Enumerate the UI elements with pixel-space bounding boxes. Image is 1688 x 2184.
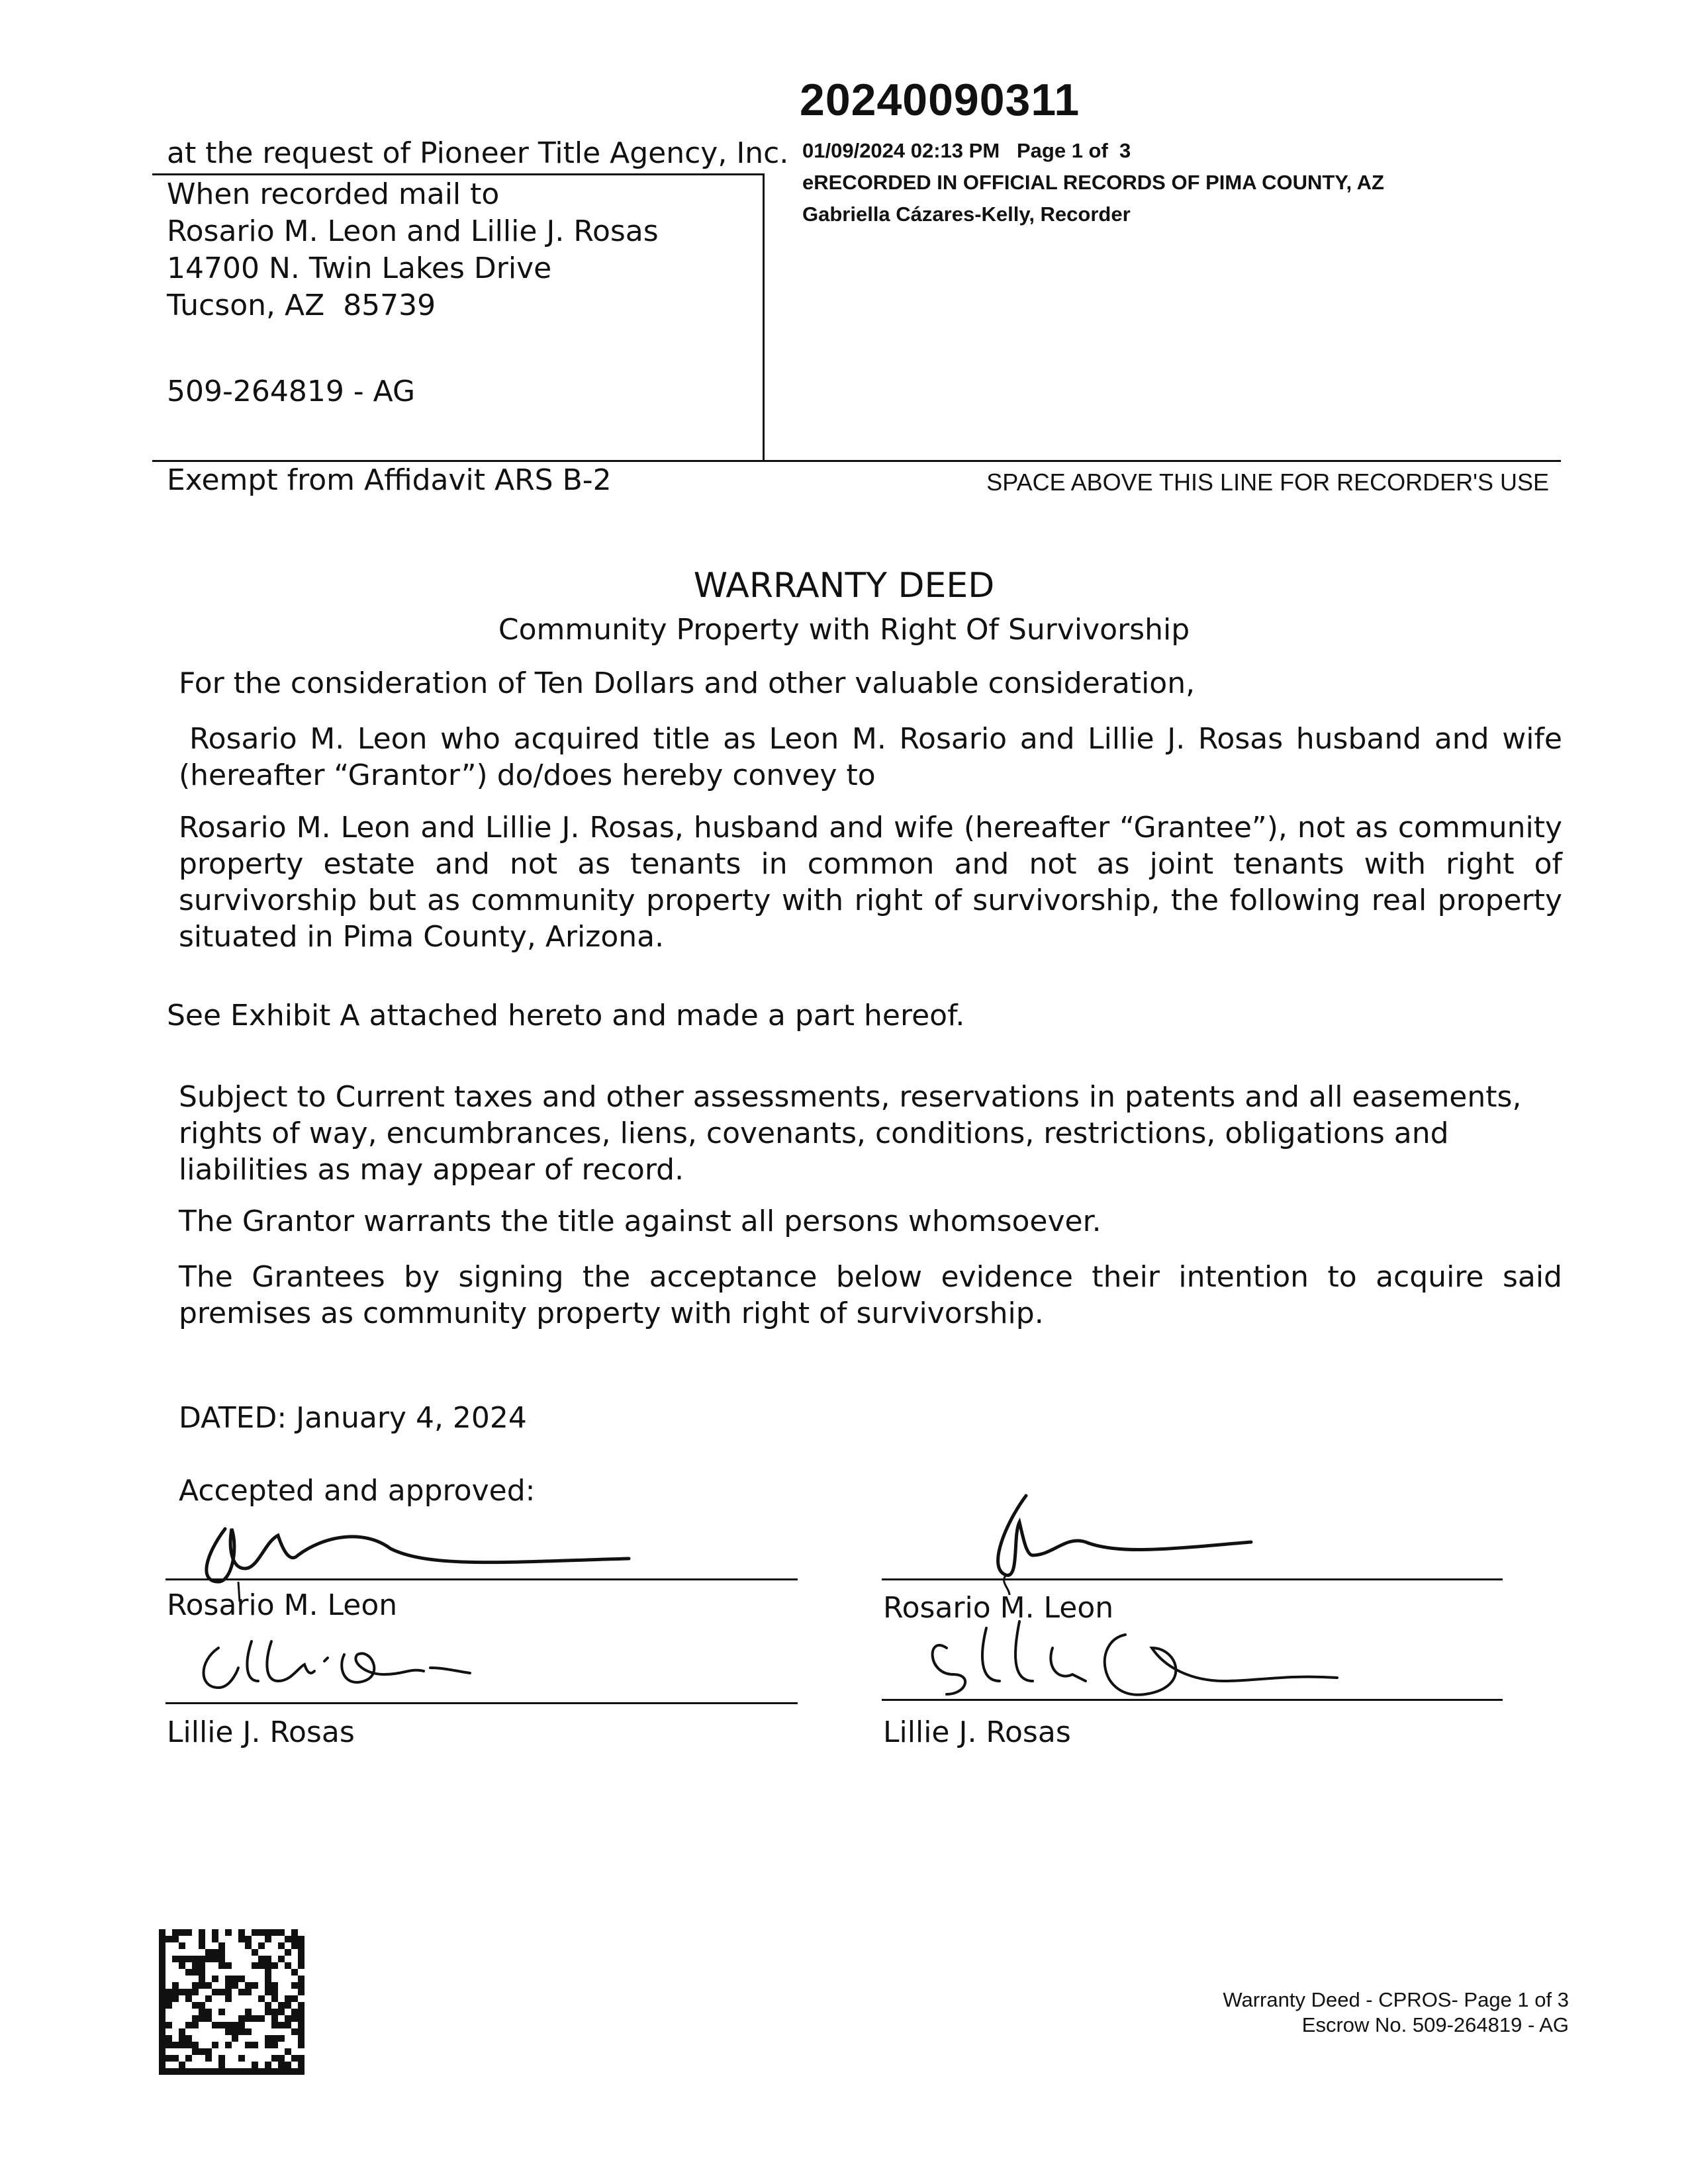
- barcode-module: [285, 2002, 291, 2009]
- barcode-module: [298, 1962, 305, 1969]
- barcode-module: [245, 2028, 252, 2035]
- barcode-module: [225, 1929, 232, 1936]
- barcode-module: [159, 1929, 165, 1936]
- barcode-module: [185, 2022, 192, 2028]
- barcode-module: [192, 2068, 199, 2075]
- barcode-module: [265, 1969, 271, 1976]
- barcode-module: [265, 2068, 271, 2075]
- barcode-module: [285, 2062, 291, 2068]
- barcode-module: [245, 2009, 252, 2015]
- consideration-paragraph: For the consideration of Ten Dollars and other valuable consideration,: [179, 666, 1196, 700]
- barcode-module: [179, 1989, 185, 1995]
- signature-rosario-right: [960, 1482, 1291, 1602]
- signature-line: [165, 1702, 798, 1704]
- barcode-module: [205, 2009, 212, 2015]
- footer-document-label: Warranty Deed - CPROS- Page 1 of 3: [1223, 1988, 1569, 2011]
- barcode-module: [159, 1942, 165, 1949]
- barcode-module: [271, 1929, 278, 1936]
- barcode-module: [199, 1969, 205, 1976]
- barcode-module: [212, 1929, 218, 1936]
- accepted-label: Accepted and approved:: [179, 1474, 536, 1508]
- barcode-module: [225, 1976, 232, 1982]
- barcode-module: [199, 2048, 205, 2055]
- mail-to-line: 14700 N. Twin Lakes Drive: [167, 251, 552, 285]
- barcode-module: [278, 2009, 285, 2015]
- barcode-module: [238, 1976, 245, 1982]
- barcode-module: [165, 1995, 172, 2002]
- barcode-module: [285, 2015, 291, 2022]
- barcode-module: [291, 1942, 298, 1949]
- signature-lillie-right: [914, 1608, 1417, 1714]
- barcode-module: [159, 2009, 165, 2015]
- barcode-module: [298, 1949, 305, 1956]
- barcode-module: [298, 1989, 305, 1995]
- page-footer: [993, 1987, 1569, 2038]
- signer-name: Lillie J. Rosas: [883, 1715, 1071, 1749]
- deed-title: WARRANTY DEED: [693, 566, 995, 606]
- barcode-module: [179, 2028, 185, 2035]
- barcode-module: [232, 1982, 238, 1989]
- barcode-module: [245, 1989, 252, 1995]
- barcode-module: [218, 1949, 225, 1956]
- barcode-module: [159, 2042, 165, 2048]
- barcode-module: [172, 1936, 179, 1942]
- mail-to-block: [167, 176, 659, 324]
- barcode-module: [271, 2022, 278, 2028]
- barcode-module: [291, 2028, 298, 2035]
- barcode-module: [192, 1962, 199, 1969]
- barcode-module: [252, 1962, 258, 1969]
- barcode-module: [192, 2042, 199, 2048]
- barcode-module: [291, 1936, 298, 1942]
- barcode-module: [225, 2022, 232, 2028]
- barcode-module: [159, 2062, 165, 2068]
- barcode-module: [218, 1956, 225, 1962]
- barcode-module: [285, 1949, 291, 1956]
- barcode-module: [165, 2042, 172, 2048]
- barcode-module: [245, 2042, 252, 2048]
- barcode-module: [252, 1929, 258, 1936]
- barcode-module: [199, 1976, 205, 1982]
- barcode-module: [238, 2015, 245, 2022]
- barcode-module: [218, 2055, 225, 2062]
- barcode-module: [245, 1936, 252, 1942]
- barcode-module: [165, 2068, 172, 2075]
- barcode-module: [232, 2028, 238, 2035]
- barcode-module: [199, 1942, 205, 1949]
- barcode-module: [185, 1929, 192, 1936]
- barcode-module: [192, 1982, 199, 1989]
- barcode-module: [212, 1989, 218, 1995]
- barcode-module: [291, 2015, 298, 2022]
- barcode-module: [225, 1995, 232, 2002]
- escrow-reference: 509-264819 - AG: [167, 375, 416, 408]
- barcode-module: [278, 2035, 285, 2042]
- barcode-module: [298, 2062, 305, 2068]
- barcode-module: [291, 2068, 298, 2075]
- barcode-module: [225, 2042, 232, 2048]
- barcode-module: [258, 1942, 265, 1949]
- barcode-module: [265, 2062, 271, 2068]
- signature-line: [165, 1578, 798, 1580]
- barcode-module: [258, 2015, 265, 2022]
- barcode-module: [278, 1942, 285, 1949]
- barcode-module: [232, 2035, 238, 2042]
- barcode-module: [199, 2068, 205, 2075]
- barcode-module: [291, 2055, 298, 2062]
- barcode-module: [172, 1982, 179, 1989]
- barcode-module: [245, 2068, 252, 2075]
- barcode-module: [179, 1956, 185, 1962]
- barcode-module: [285, 1962, 291, 1969]
- barcode-module: [212, 1949, 218, 1956]
- mail-to-line: Rosario M. Leon and Lillie J. Rosas: [167, 214, 659, 248]
- barcode-module: [192, 1989, 199, 1995]
- barcode-module: [205, 2055, 212, 2062]
- barcode-module: [278, 1929, 285, 1936]
- barcode-module: [185, 2068, 192, 2075]
- barcode-module: [232, 2068, 238, 2075]
- barcode-module: [159, 1969, 165, 1976]
- barcode-module: [179, 2062, 185, 2068]
- barcode-module: [252, 1949, 258, 1956]
- barcode-module: [179, 2035, 185, 2042]
- barcode-module: [218, 1962, 225, 1969]
- barcode-module: [258, 1929, 265, 1936]
- barcode-module: [165, 2022, 172, 2028]
- recorded-date-line: 01/09/2024 02:13 PM Page 1 of 3: [802, 139, 1131, 162]
- barcode-module: [238, 2055, 245, 2062]
- grantor-paragraph: Rosario M. Leon who acquired title as Leon M. Rosario and Lillie J. Rosas husband and wife (hereafter “Grantor”) do/does hereby convey to: [179, 722, 1562, 792]
- barcode-module: [212, 2068, 218, 2075]
- barcode-module: [298, 2035, 305, 2042]
- barcode-module: [265, 1962, 271, 1969]
- barcode-module: [271, 1962, 278, 1969]
- barcode-module: [159, 2002, 165, 2009]
- barcode-module: [199, 1956, 205, 1962]
- barcode-module: [265, 1956, 271, 1962]
- barcode-module: [205, 1956, 212, 1962]
- barcode-module: [298, 1942, 305, 1949]
- barcode-module: [212, 1976, 218, 1982]
- barcode-module: [185, 2042, 192, 2048]
- barcode-module: [271, 2042, 278, 2048]
- barcode-module: [159, 2022, 165, 2028]
- barcode-module: [172, 2068, 179, 2075]
- barcode-module: [258, 2068, 265, 2075]
- barcode-module: [278, 2062, 285, 2068]
- barcode-module: [225, 1962, 232, 1969]
- barcode-module: [165, 2002, 172, 2009]
- acceptance-paragraph: The Grantees by signing the acceptance below evidence their intention to acquire said premises as community property with right of survivorship.: [179, 1260, 1562, 1330]
- barcode-module: [165, 2035, 172, 2042]
- barcode-module: [298, 1936, 305, 1942]
- barcode-module: [159, 1962, 165, 1969]
- barcode-module: [185, 1995, 192, 2002]
- barcode-module: [179, 1929, 185, 1936]
- barcode-module: [199, 1962, 205, 1969]
- barcode-module: [285, 1995, 291, 2002]
- recorder-name-line: Gabriella Cázares-Kelly, Recorder: [802, 203, 1131, 226]
- barcode-module: [298, 2002, 305, 2009]
- barcode-module: [285, 2048, 291, 2055]
- barcode-module: [258, 1995, 265, 2002]
- barcode-module: [265, 2035, 271, 2042]
- barcode-module: [298, 2009, 305, 2015]
- barcode-module: [199, 2002, 205, 2009]
- barcode-module: [238, 2022, 245, 2028]
- signer-name: Lillie J. Rosas: [167, 1715, 355, 1749]
- barcode-module: [291, 1982, 298, 1989]
- barcode-module: [185, 2055, 192, 2062]
- barcode-module: [265, 1982, 271, 1989]
- barcode-module: [258, 1956, 265, 1962]
- barcode-module: [179, 1962, 185, 1969]
- barcode-module: [298, 1982, 305, 1989]
- barcode-module: [238, 1989, 245, 1995]
- barcode-module: [252, 2015, 258, 2022]
- barcode-module: [252, 2042, 258, 2048]
- signature-line: [882, 1699, 1503, 1701]
- barcode-module: [252, 2062, 258, 2068]
- barcode-module: [298, 2068, 305, 2075]
- barcode-module: [205, 1949, 212, 1956]
- barcode-module: [199, 2009, 205, 2015]
- barcode-module: [159, 1949, 165, 1956]
- barcode-module: [225, 2028, 232, 2035]
- barcode-module: [205, 1995, 212, 2002]
- barcode-module: [159, 1995, 165, 2002]
- barcode-module: [185, 1969, 192, 1976]
- barcode-module: [159, 1956, 165, 1962]
- barcode-module: [271, 2035, 278, 2042]
- recorder-office-line: eRECORDED IN OFFICIAL RECORDS OF PIMA COUNTY, AZ: [802, 171, 1384, 194]
- barcode-module: [192, 2048, 199, 2055]
- barcode-module: [271, 1995, 278, 2002]
- barcode-module: [185, 1956, 192, 1962]
- barcode-module: [285, 2022, 291, 2028]
- deed-subtitle: Community Property with Right Of Survivorship: [498, 613, 1190, 647]
- barcode-module: [185, 2035, 192, 2042]
- barcode-module: [159, 1989, 165, 1995]
- barcode-module: [252, 1982, 258, 1989]
- barcode-module: [159, 2068, 165, 2075]
- signature-line: [882, 1578, 1503, 1580]
- barcode-module: [192, 2015, 199, 2022]
- footer-escrow-number: Escrow No. 509-264819 - AG: [1301, 2013, 1569, 2036]
- barcode-module: [218, 1942, 225, 1949]
- barcode-module: [238, 2068, 245, 2075]
- barcode-module: [298, 2042, 305, 2048]
- barcode-module: [165, 1989, 172, 1995]
- barcode-module: [265, 1936, 271, 1942]
- barcode-module: [258, 1962, 265, 1969]
- barcode-module: [238, 2028, 245, 2035]
- barcode-module: [212, 1956, 218, 1962]
- barcode-module: [159, 1982, 165, 1989]
- barcode-module: [218, 1989, 225, 1995]
- barcode-module: [225, 1989, 232, 1995]
- barcode-module: [185, 1989, 192, 1995]
- recorder-space-label: SPACE ABOVE THIS LINE FOR RECORDER'S USE: [986, 469, 1549, 496]
- barcode-module: [298, 2022, 305, 2028]
- barcode-module: [192, 2022, 199, 2028]
- mail-to-line: When recorded mail to: [167, 177, 500, 211]
- barcode-module: [265, 1929, 271, 1936]
- barcode-module: [172, 1995, 179, 2002]
- barcode-module: [159, 1936, 165, 1942]
- barcode-module: [179, 1942, 185, 1949]
- barcode-module: [245, 1982, 252, 1989]
- barcode-module: [291, 2009, 298, 2015]
- barcode-module: [285, 1936, 291, 1942]
- barcode-module: [278, 2002, 285, 2009]
- signer-name: Rosario M. Leon: [883, 1591, 1114, 1625]
- barcode-module: [285, 2068, 291, 2075]
- barcode-module: [159, 2055, 165, 2062]
- barcode-module: [291, 1995, 298, 2002]
- barcode-module: [205, 2015, 212, 2022]
- barcode-module: [165, 1936, 172, 1942]
- barcode-module: [179, 2068, 185, 2075]
- barcode-module: [298, 1956, 305, 1962]
- barcode-module: [265, 1989, 271, 1995]
- recording-number: 20240090311: [800, 75, 1080, 125]
- barcode-module: [298, 2055, 305, 2062]
- barcode-module: [225, 1982, 232, 1989]
- barcode-module: [199, 1936, 205, 1942]
- barcode-module: [192, 1956, 199, 1962]
- barcode-module: [225, 2068, 232, 2075]
- mail-to-line: Tucson, AZ 85739: [167, 289, 436, 322]
- barcode-module: [172, 1956, 179, 1962]
- barcode-module: [232, 2022, 238, 2028]
- barcode-module: [192, 2002, 199, 2009]
- warranty-paragraph: The Grantor warrants the title against all persons whomsoever.: [179, 1205, 1102, 1238]
- barcode-module: [265, 2002, 271, 2009]
- barcode-module: [271, 1982, 278, 1989]
- barcode-module: [245, 2015, 252, 2022]
- barcode-module: [192, 1969, 199, 1976]
- exempt-line: Exempt from Affidavit ARS B-2: [167, 463, 612, 497]
- barcode-module: [265, 2042, 271, 2048]
- signer-name: Rosario M. Leon: [167, 1588, 398, 1622]
- barcode-module: [172, 1989, 179, 1995]
- barcode-module: [172, 1929, 179, 1936]
- barcode-module: [159, 2015, 165, 2022]
- barcode-module: [205, 1982, 212, 1989]
- barcode-module: [159, 1976, 165, 1982]
- exhibit-paragraph: See Exhibit A attached hereto and made a part hereof.: [167, 999, 965, 1032]
- barcode-module: [291, 1929, 298, 1936]
- barcode-module: [205, 2068, 212, 2075]
- barcode-module: [159, 2048, 165, 2055]
- barcode-module: [172, 2042, 179, 2048]
- barcode-module: [271, 1989, 278, 1995]
- barcode-module: [199, 1982, 205, 1989]
- barcode-module: [252, 2068, 258, 2075]
- barcode-module: [271, 2055, 278, 2062]
- subject-to-paragraph: Subject to Current taxes and other assessments, reservations in patents and all easements, rights of way, encumbrances, liens, covenants, conditions, restrictions, obligations and liabilities as may appear of record.: [179, 1080, 1522, 1187]
- barcode-module: [199, 1929, 205, 1936]
- barcode-module: [265, 1976, 271, 1982]
- barcode-module: [245, 1942, 252, 1949]
- barcode-module: [265, 2009, 271, 2015]
- barcode-module: [218, 2022, 225, 2028]
- grantee-paragraph: Rosario M. Leon and Lillie J. Rosas, husband and wife (hereafter “Grantee”), not as community property estate and not as tenants in common and not as joint tenants with right of survivorship but as community property with right of survivorship, the following real property situated in Pima County, Arizona.: [179, 811, 1562, 954]
- barcode-module: [179, 2042, 185, 2048]
- barcode-module: [271, 2068, 278, 2075]
- dated-line: DATED: January 4, 2024: [179, 1401, 527, 1435]
- barcode-module: [159, 2028, 165, 2035]
- barcode-module: [298, 2028, 305, 2035]
- request-line: at the request of Pioneer Title Agency, Inc.: [167, 136, 789, 170]
- barcode-module: [298, 1976, 305, 1982]
- barcode-module: [232, 1976, 238, 1982]
- barcode-module: [298, 2015, 305, 2022]
- datamatrix-barcode: [159, 1929, 305, 2075]
- barcode-module: [199, 2015, 205, 2022]
- barcode-module: [278, 1956, 285, 1962]
- barcode-module: [291, 1969, 298, 1976]
- barcode-module: [278, 2022, 285, 2028]
- barcode-module: [212, 2022, 218, 2028]
- barcode-module: [172, 2055, 179, 2062]
- recorder-stamp: [802, 135, 1384, 230]
- barcode-module: [159, 2035, 165, 2042]
- barcode-module: [238, 1936, 245, 1942]
- barcode-module: [212, 1936, 218, 1942]
- barcode-module: [218, 2062, 225, 2068]
- barcode-module: [205, 2048, 212, 2055]
- barcode-module: [271, 2009, 278, 2015]
- barcode-module: [238, 1929, 245, 1936]
- barcode-module: [271, 2015, 278, 2022]
- barcode-module: [278, 2055, 285, 2062]
- barcode-module: [218, 2009, 225, 2015]
- barcode-module: [278, 2068, 285, 2075]
- barcode-module: [165, 2055, 172, 2062]
- barcode-module: [212, 2042, 218, 2048]
- barcode-module: [218, 2068, 225, 2075]
